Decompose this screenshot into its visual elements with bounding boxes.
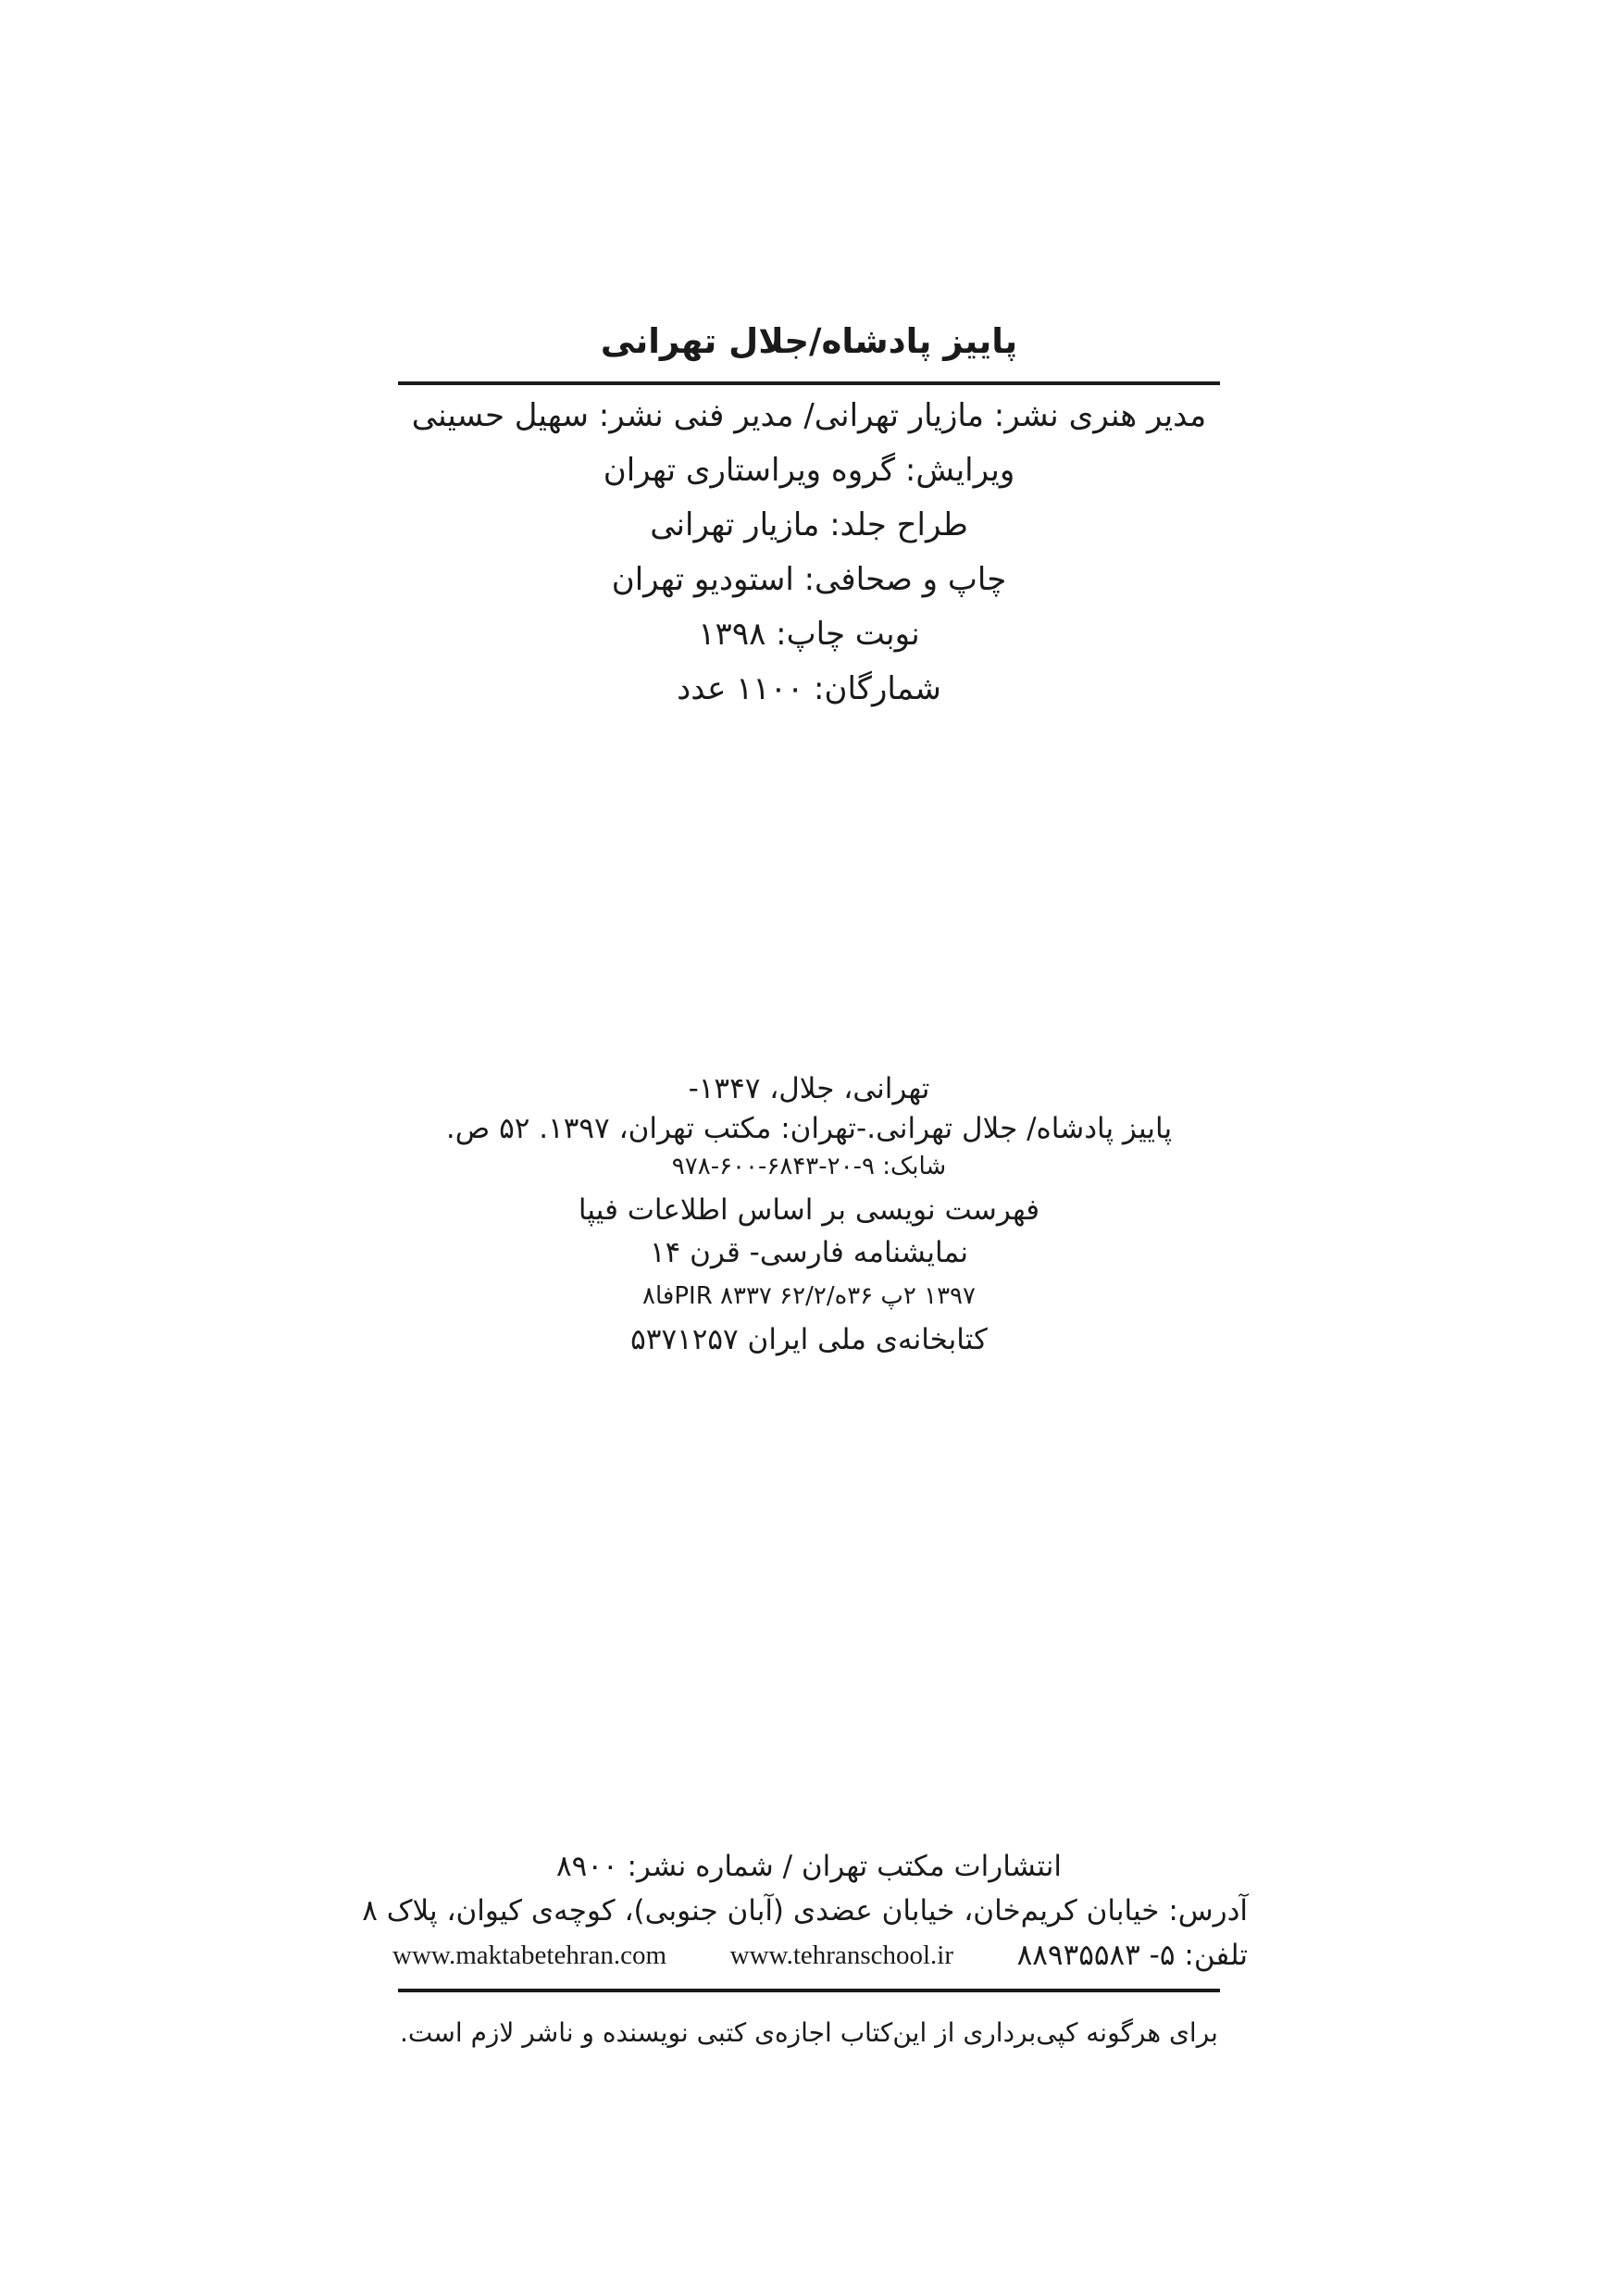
- publisher-phone: تلفن: ۵- ۸۸۹۳۵۵۸۳: [1016, 1939, 1248, 1972]
- website-link-1: www.maktabetehran.com: [392, 1940, 667, 1970]
- cip-author: تهرانی، جلال، ۱۳۴۷-: [688, 1072, 930, 1105]
- publisher-contact-row: [370, 1933, 1248, 1978]
- top-divider: [398, 381, 1220, 385]
- publisher-block: [362, 1844, 1248, 1978]
- book-title: پاییز پادشاه/جلال تهرانی: [600, 321, 1018, 361]
- cip-classification: ۱۳۹۷ ۲پ ۳۶ه/PIR ۸۳۳۷ ۶۲/۲فا۸: [642, 1282, 976, 1310]
- publisher-name: انتشارات مکتب تهران / شماره نشر: ۸۹۰۰: [556, 1850, 1062, 1883]
- copyright-notice: برای هرگونه کپی‌برداری از این‌کتاب اجازه‌ی کتبی نویسنده و ناشر لازم است.: [400, 2017, 1218, 2048]
- cip-fipa-note: فهرست نویسی بر اساس اطلاعات فیپا: [578, 1193, 1040, 1227]
- cataloging-block: [398, 1070, 1220, 1361]
- cip-title-imprint: پاییز پادشاه/ جلال تهرانی.-تهران: مکتب تهران، ۱۳۹۷. ۵۲ ص.: [445, 1112, 1173, 1145]
- cip-national-library: کتابخانه‌ی ملی ایران ۵۳۷۱۲۵۷: [630, 1323, 988, 1356]
- cip-subject: نمایشنامه فارسی- قرن ۱۴: [649, 1236, 969, 1269]
- credit-editing: ویرایش: گروه ویراستاری تهران: [603, 452, 1015, 489]
- credits-block: [398, 389, 1220, 717]
- credit-cover-design: طراح جلد: مازیار تهرانی: [650, 506, 968, 543]
- credit-print-edition: نوبت چاپ: ۱۳۹۸: [698, 616, 920, 653]
- credit-circulation: شمارگان: ۱۱۰۰ عدد: [677, 670, 941, 707]
- cip-isbn: شابک: ۹-۲۰-۶۸۴۳-۶۰۰-۹۷۸: [671, 1153, 947, 1180]
- publisher-address: آدرس: خیابان کریم‌خان، خیابان عضدی (آبان جنوبی)، کوچه‌ی کیوان، پلاک ۸: [362, 1894, 1248, 1928]
- credit-printing: چاپ و صحافی: استودیو تهران: [611, 561, 1007, 598]
- bottom-divider: [398, 1989, 1220, 1992]
- credit-art-director: مدیر هنری نشر: مازیار تهرانی/ مدیر فنی نشر: سهیل حسینی: [411, 397, 1207, 434]
- website-link-2: www.tehranschool.ir: [729, 1940, 954, 1970]
